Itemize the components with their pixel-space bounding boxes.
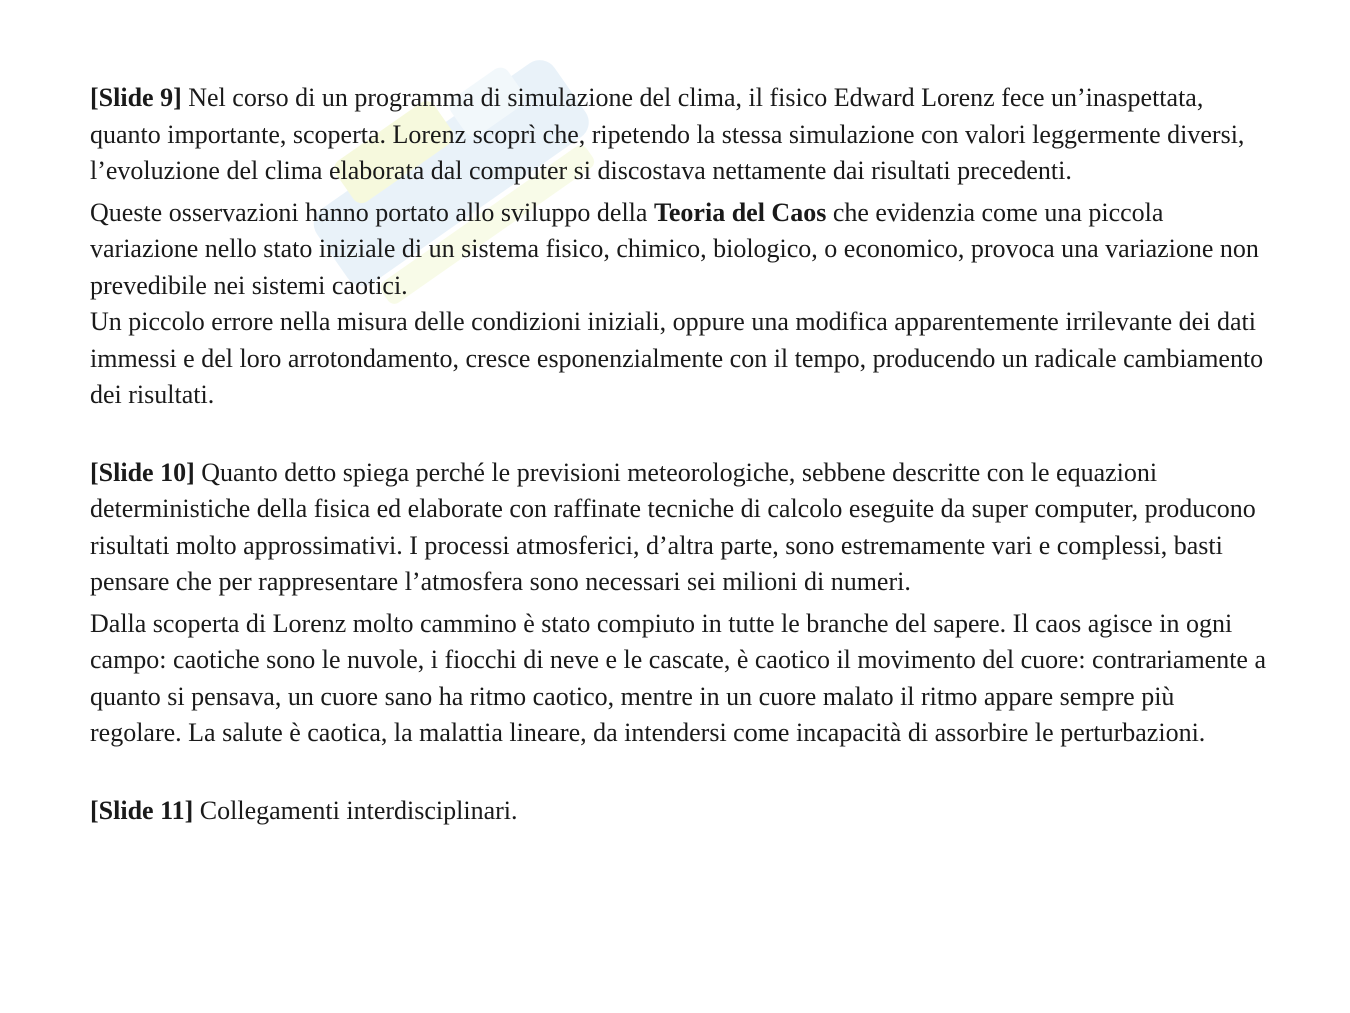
slide-9-text-2-before: Queste osservazioni hanno portato allo sviluppo della [90, 197, 654, 227]
slide-11-text-1: Collegamenti interdisciplinari. [199, 795, 518, 825]
slide-9-paragraph-2 [90, 195, 1270, 305]
slide-10-text-1: Quanto detto spiega perché le previsioni meteorologiche, sebbene descritte con le equazioni deterministiche della fisica ed elaborate con raffinate tecniche di calcolo eseguite da super computer, producono risultati molto approssimativi. I processi atmosferici, d’altra parte, sono estremamente vari e complessi, basti pensare che per rappresentare l’atmosfera sono necessari sei milioni di numeri. [90, 457, 1256, 596]
slide-9-paragraph-3 [90, 304, 1270, 414]
slide-9-text-3: Un piccolo errore nella misura delle condizioni iniziali, oppure una modifica apparentemente irrilevante dei dati immessi e del loro arrotondamento, cresce esponenzialmente con il tempo, producendo un radicale cambiamento dei risultati. [90, 307, 1264, 409]
slide-9-tag: [Slide 9] [90, 83, 182, 112]
slide-9-paragraph-1 [90, 80, 1270, 190]
slide-11-tag: [Slide 11] [90, 795, 194, 825]
slide-9-text-1: Nel corso di un programma di simulazione del clima, il fisico Edward Lorenz fece un’inaspettata, quanto importante, scoperta. Lorenz scoprì che, ripetendo la stessa simulazione con valori leggermente diversi, l’evoluzione del clima elaborata dal computer si discostava nettamente dai risultati precedenti. [90, 83, 1245, 185]
slide-10-paragraph-1 [90, 455, 1270, 601]
slide-10-tag: [Slide 10] [90, 457, 195, 487]
slide-10-text-2: Dalla scoperta di Lorenz molto cammino è stato compiuto in tutte le branche del sapere. Il caos agisce in ogni campo: caotiche sono le nuvole, i fiocchi di neve e le cascate, è caotico il movimento del cuore: contrariamente a quanto si pensava, un cuore sano ha ritmo caotico, mentre in un cuore malato il ritmo appare sempre più regolare. La salute è caotica, la malattia lineare, da intendersi come incapacità di assorbire le perturbazioni. [90, 608, 1267, 747]
document-page [90, 80, 1270, 829]
slide-9-text-2-after: che evidenzia come una piccola variazione nello stato iniziale di un sistema fisico, chimico, biologico, o economico, provoca una variazione non prevedibile nei sistemi caotici. [90, 197, 1259, 300]
slide-10-paragraph-2 [90, 606, 1270, 752]
chaos-theory-term: Teoria del Caos [653, 197, 827, 227]
slide-11-paragraph-1 [90, 793, 1270, 830]
